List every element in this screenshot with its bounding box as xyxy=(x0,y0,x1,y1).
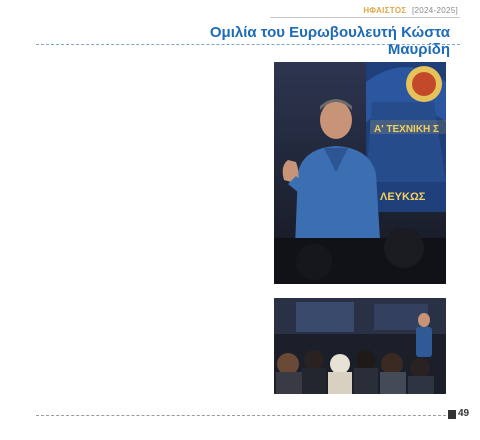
page-marker xyxy=(448,410,456,419)
header-divider xyxy=(270,17,460,18)
publication-year: [2024-2025] xyxy=(411,6,458,15)
footer-divider xyxy=(36,415,446,416)
speaker-photo xyxy=(274,62,446,284)
page-number: 49 xyxy=(458,408,470,419)
banner-text-top: Α' ΤΕΧΝΙΚΗ Σ xyxy=(374,124,440,135)
running-header xyxy=(363,6,458,15)
title-divider xyxy=(36,44,460,45)
audience-photo-illustration xyxy=(274,298,446,394)
banner-text-bottom: ΛΕΥΚΩΣ xyxy=(380,191,426,203)
speaker-photo-illustration xyxy=(274,62,446,284)
publication-name: ΗΦΑΙΣΤΟΣ xyxy=(363,6,407,15)
article-title: Ομιλία του Ευρωβουλευτή Κώστα Μαυρίδη xyxy=(209,24,450,58)
audience-photo xyxy=(274,298,446,394)
